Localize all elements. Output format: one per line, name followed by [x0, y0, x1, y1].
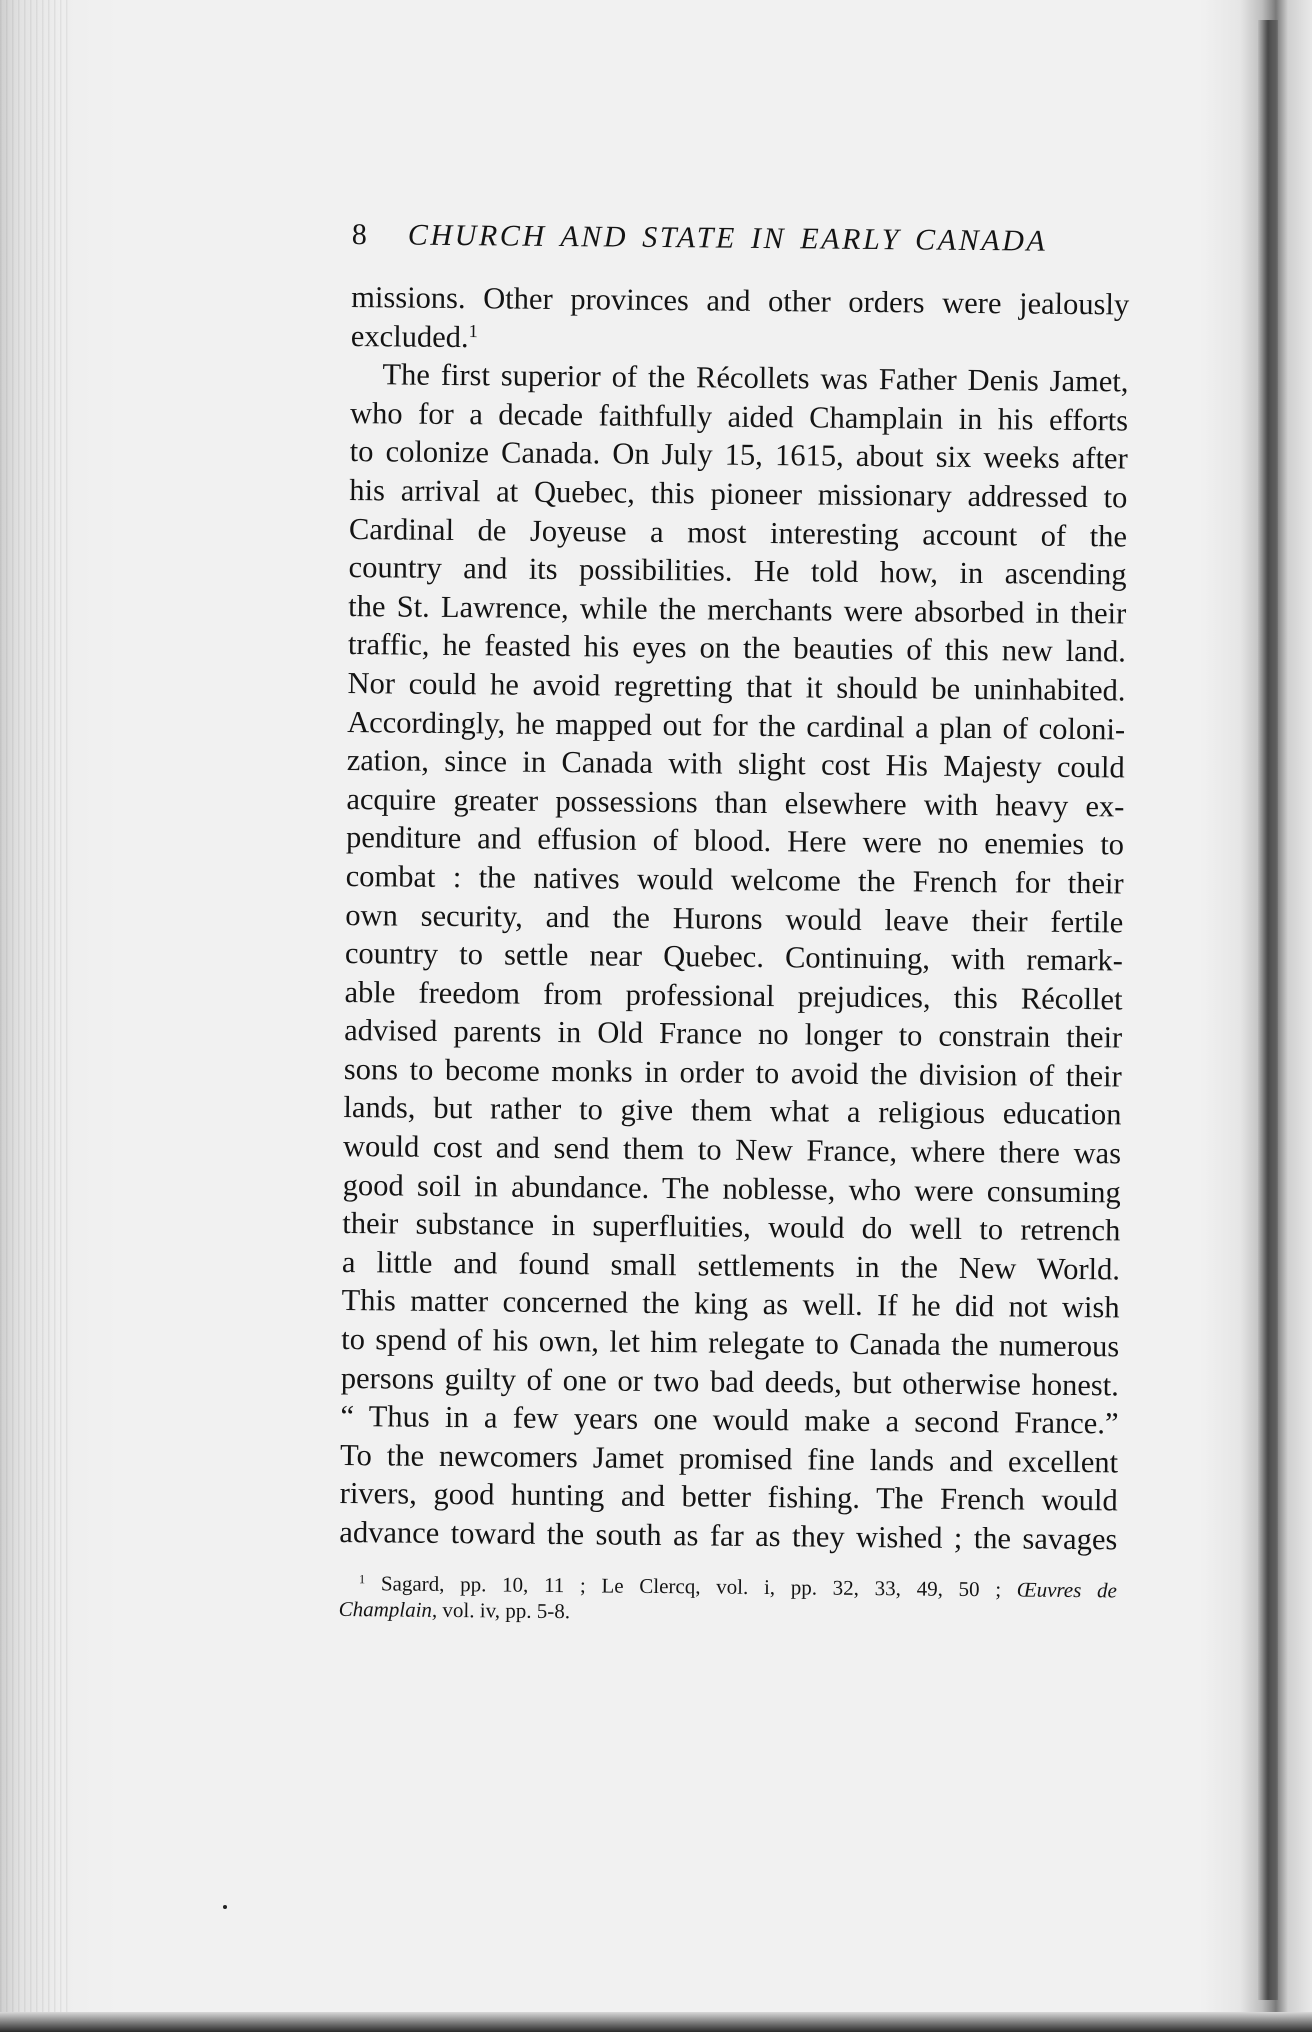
footnote-text: Sagard, pp. 10, 11 ; Le Clercq, vol. i, pp. 32, 33, 49, 50 ; — [380, 1570, 1002, 1601]
text-line: persons guilty of one or two bad deeds, but otherwise honest. — [340, 1360, 1119, 1403]
text-line: combat : the natives would welcome the French for their — [345, 858, 1124, 901]
text-line: rivers, good hunting and better fishing. The French would — [339, 1476, 1118, 1518]
text-line: Cardinal de Joyeuse a most interesting account of the — [348, 511, 1128, 554]
text-line-content: excluded. — [350, 318, 469, 354]
footnote-italic: Champlain, — [338, 1596, 438, 1622]
text-line: zation, since in Canada with slight cost His Majesty could — [346, 743, 1125, 785]
page-bottom-edge — [0, 2012, 1312, 2032]
text-line: Accordingly, he mapped out for the cardinal a plan of coloni- — [347, 704, 1126, 746]
text-line: country to settle near Quebec. Continuing, with remark- — [344, 936, 1124, 978]
text-line: traffic, he feasted his eyes on the beauties of this new land. — [347, 627, 1127, 669]
body-text — [339, 278, 1129, 1559]
text-line: his arrival at Quebec, this pioneer missionary addressed to — [349, 472, 1128, 515]
text-line: own security, and the Hurons would leave their fertile — [345, 897, 1124, 939]
text-line: who for a decade faithfully aided Champlain in his efforts — [349, 395, 1129, 438]
text-line: Nor could he avoid regretting that it should be uninhabited. — [347, 665, 1126, 708]
text-line: To the newcomers Jamet promised fine lands and excellent — [339, 1437, 1119, 1480]
text-line: advance toward the south as far as they wished ; the savages — [339, 1514, 1118, 1557]
text-line: country and its possibilities. He told how, in ascending — [348, 550, 1127, 592]
text-line: to spend of his own, let him relegate to Canada the numerous — [341, 1321, 1120, 1364]
footnote-reference: 1 — [468, 320, 478, 341]
text-line: sons to become monks in order to avoid the division of their — [343, 1051, 1122, 1094]
text-line: The first superior of the Récollets was Father Denis Jamet, — [382, 357, 1129, 399]
running-head — [352, 218, 1130, 271]
text-line: their substance in superfluities, would do well to retrench — [342, 1206, 1121, 1248]
text-line: a little and found small settlements in the New World. — [341, 1244, 1121, 1287]
footnote-text: vol. iv, pp. 5-8. — [442, 1597, 571, 1623]
footnote-marker: 1 — [358, 1571, 366, 1586]
text-line: lands, but rather to give them what a religious education — [343, 1090, 1122, 1132]
footnotes — [339, 1570, 1117, 1629]
text-line: advised parents in Old France no longer to constrain their — [344, 1013, 1123, 1055]
page-number: 8 — [351, 218, 369, 252]
footnote-italic: Œuvres de — [1016, 1577, 1117, 1602]
text-line: good soil in abundance. The noblesse, who were consuming — [342, 1167, 1121, 1210]
text-line: able freedom from professional prejudices, this Récollet — [344, 974, 1123, 1017]
text-line: penditure and effusion of blood. Here were no enemies to — [345, 820, 1125, 862]
text-line: This matter concerned the king as well. If he did not wish — [341, 1283, 1120, 1325]
page-binding-edge — [0, 0, 70, 2032]
page-right-shadow — [1258, 20, 1278, 2000]
text-line: missions. Other provinces and other orders were jealously — [351, 279, 1130, 322]
ink-speck — [223, 1905, 227, 1909]
text-line: would cost and send them to New France, where there was — [342, 1129, 1122, 1171]
running-title: CHURCH AND STATE IN EARLY CANADA — [407, 218, 1048, 258]
text-block — [339, 218, 1130, 1629]
text-line: to colonize Canada. On July 15, 1615, about six weeks after — [349, 434, 1128, 476]
text-line: “ Thus in a few years one would make a second France.” — [340, 1399, 1119, 1441]
text-line: the St. Lawrence, while the merchants were absorbed in their — [348, 588, 1127, 631]
text-line: acquire greater possessions than elsewhere with heavy ex- — [346, 781, 1125, 824]
